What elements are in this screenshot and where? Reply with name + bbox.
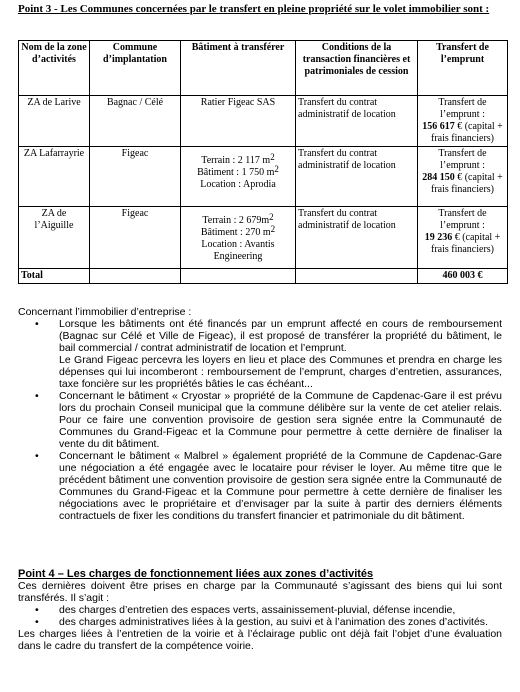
- emprunt-pre: Transfert de l’emprunt :: [438, 97, 487, 120]
- terrain-sup: 2: [270, 152, 275, 162]
- terrain-sup: 2: [269, 212, 274, 222]
- bullet-icon: •: [35, 604, 39, 616]
- cell-batiment: [181, 147, 296, 207]
- batiment-sup: 2: [270, 224, 276, 234]
- cell-commune: Figeac: [90, 207, 181, 269]
- bullet1-followup: Le Grand Figeac percevra les loyers en lieu et place des Communes et prendra en charge les dépenses qui lui incomberont : remboursement de l’emprunt, charges d’entretien, assurances, taxe foncière sur les propriétés bâties le cas échéant...: [59, 354, 502, 390]
- table-header-row: [19, 41, 508, 96]
- emprunt-pre: Transfert de l’emprunt :: [438, 148, 487, 171]
- cell-emprunt: [418, 147, 508, 207]
- cell-emprunt: [418, 96, 508, 147]
- header-zone: Nom de la zone d’activités: [19, 41, 90, 96]
- point4-closing: Les charges liées à l’entretien de la voirie et à l’éclairage public ont déjà fait l’objet d’une évaluation dans le cadre du transfert de la compétence voirie.: [18, 628, 502, 652]
- immobilier-section: [18, 306, 502, 522]
- header-conditions: Conditions de la transaction financières et patrimoniales de cession: [296, 41, 418, 96]
- list-item: [18, 616, 502, 628]
- bullet-icon: •: [35, 616, 39, 628]
- emprunt-post: € (capital + frais financiers): [430, 172, 503, 195]
- bullet2-text: Concernant le bâtiment « Cryostar » propriété de la Commune de Capdenac-Gare il est prévu lors du prochain Conseil municipal que la commune délibère sur la vente de cet atelier relais. Pour ce faire une convention provisoire de gestion sera signée entre la Communauté de Communes du Grand-Figeac et la Commune pour permettre à cette dernière de finaliser la vente du dit bâtiment.: [59, 390, 502, 450]
- table-total-row: [19, 269, 508, 284]
- list-item: [18, 390, 502, 450]
- emprunt-post: € (capital + frais financiers): [430, 121, 503, 144]
- cell-conditions: Transfert du contrat administratif de location: [296, 96, 418, 147]
- bullet-icon: •: [35, 450, 39, 462]
- cell-conditions: Transfert du contrat administratif de location: [296, 207, 418, 269]
- total-label: Total: [19, 269, 90, 284]
- point3-title: Point 3 - Les Communes concernées par le transfert en pleine propriété sur le volet immobilier sont :: [18, 3, 490, 15]
- bullet-icon: •: [35, 318, 39, 330]
- emprunt-pre: Transfert de l’emprunt :: [438, 208, 487, 231]
- emprunt-amount: 156 617: [422, 121, 455, 132]
- header-emprunt: Transfert de l’emprunt: [418, 41, 508, 96]
- point4-item-2: des charges administratives liées à la gestion, au suivi et à l’animation des zones d’activités.: [59, 616, 488, 628]
- cell-emprunt: [418, 207, 508, 269]
- table-row: [19, 96, 508, 147]
- header-batiment: Bâtiment à transférer: [181, 41, 296, 96]
- location-text: Location : Avantis Engineering: [201, 239, 275, 262]
- table-row: [19, 207, 508, 269]
- cell-zone: ZA de Larive: [19, 96, 90, 147]
- list-item: [18, 604, 502, 616]
- table-row: [19, 147, 508, 207]
- transfer-table: [18, 40, 508, 284]
- cell-batiment: [181, 207, 296, 269]
- terrain-text: Terrain : 2 679m: [202, 215, 270, 226]
- batiment-sup: 2: [274, 164, 279, 174]
- point4-intro: Ces dernières doivent être prises en charge par la Communauté s’agissant des biens qui lui sont transférés. Il s’agit :: [18, 580, 502, 604]
- location-text: Location : Aprodia: [200, 179, 276, 190]
- header-commune: Commune d’implantation: [90, 41, 181, 96]
- point4-section: [18, 568, 502, 652]
- emprunt-amount: 19 236: [424, 232, 453, 243]
- emprunt-amount: 284 150: [422, 172, 455, 183]
- cell-zone: ZA Lafarrayrie: [19, 147, 90, 207]
- list-item: [18, 450, 502, 522]
- immobilier-intro: Concernant l’immobilier d’entreprise :: [18, 306, 192, 318]
- list-item: [18, 318, 502, 354]
- bullet3-text: Concernant le bâtiment « Malbrel » également propriété de la Commune de Capdenac-Gare une négociation a été engagée avec le locataire pour réviser le loyer. Au même titre que le précédent bâtiment une convention provisoire de gestion sera signée entre la Communauté de Communes du Grand-Figeac et la Commune pour permettre à cette dernière de finaliser les négociations avec le propriétaire et d’envisager par la suite à partir des derniers éléments contractuels de fixer les conditions du transfert financier et patrimoniale du dit bâtiment.: [59, 450, 502, 522]
- bullet1-text: Lorsque les bâtiments ont été financés par un emprunt affecté en cours de remboursement (Bagnac sur Célé et Ville de Figeac), il est proposé de transférer la propriété du bâtiment, le bail commercial / contrat administratif de location et l’emprunt.: [59, 318, 502, 354]
- cell-commune: Figeac: [90, 147, 181, 207]
- batiment-text: Bâtiment : 270 m: [200, 227, 271, 238]
- point4-title: Point 4 – Les charges de fonctionnement liées aux zones d’activités: [18, 568, 374, 580]
- point4-item-1: des charges d’entretien des espaces verts, assainissement-pluvial, défense incendie,: [59, 604, 456, 616]
- cell-batiment: Ratier Figeac SAS: [181, 96, 296, 147]
- cell-commune: Bagnac / Célé: [90, 96, 181, 147]
- emprunt-post: € (capital + frais financiers): [430, 232, 501, 255]
- cell-zone: ZA de l’Aiguille: [19, 207, 90, 269]
- bullet-icon: •: [35, 390, 39, 402]
- cell-conditions: Transfert du contrat administratif de location: [296, 147, 418, 207]
- total-value: 460 003 €: [418, 269, 508, 284]
- batiment-text: Bâtiment : 1 750 m: [197, 167, 275, 178]
- terrain-text: Terrain : 2 117 m: [201, 155, 271, 166]
